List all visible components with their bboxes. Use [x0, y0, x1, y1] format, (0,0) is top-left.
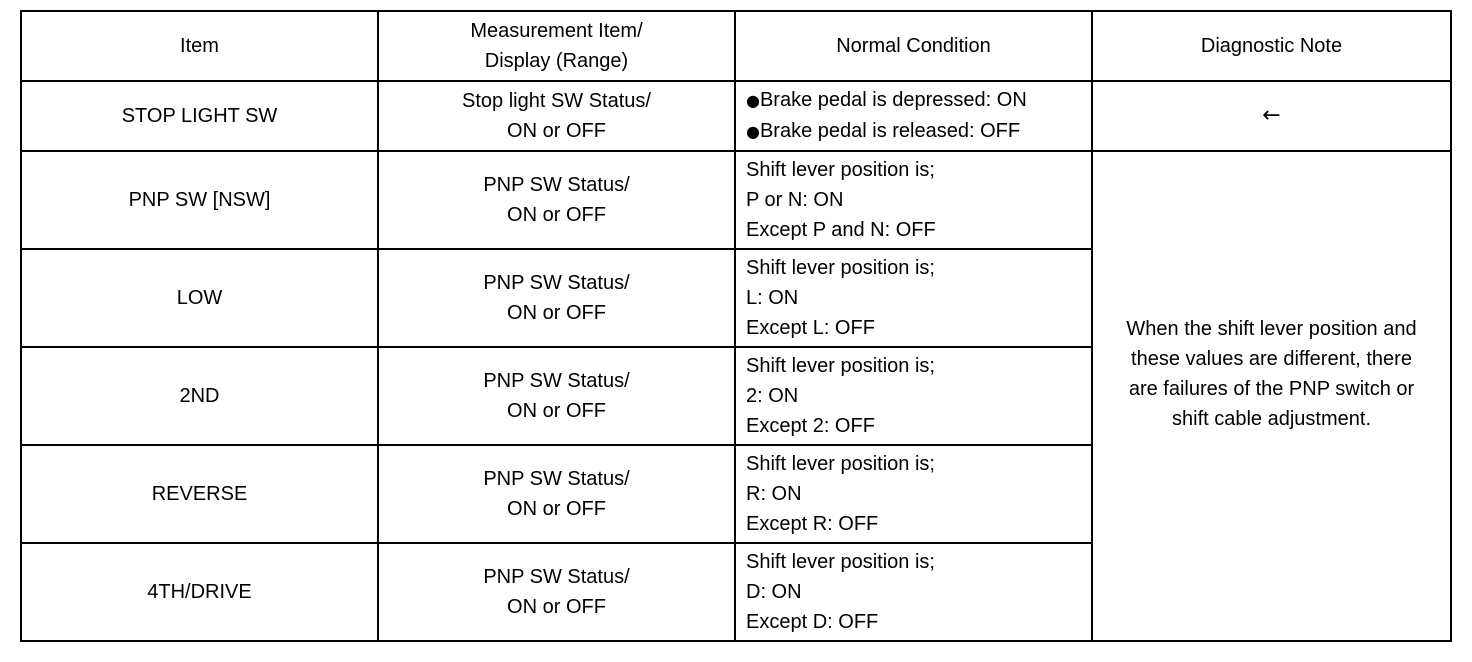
note-line-1: When the shift lever position and	[1126, 318, 1417, 340]
condition-line-3: Except P and N: OFF	[746, 219, 936, 241]
measurement-line-2: ON or OFF	[507, 596, 606, 618]
condition-line-1: Shift lever position is;	[746, 257, 935, 279]
measurement-line-2: ON or OFF	[507, 498, 606, 520]
header-normal-condition-label: Normal Condition	[836, 35, 991, 57]
measurement-cell	[378, 249, 735, 347]
item-name: 2ND	[179, 385, 220, 407]
measurement-line-1: PNP SW Status/	[483, 272, 630, 294]
measurement-line-1: PNP SW Status/	[483, 370, 630, 392]
measurement-line-1: PNP SW Status/	[483, 468, 630, 490]
table-header-row	[21, 11, 1451, 81]
condition-text: Brake pedal is depressed: ON	[759, 89, 1027, 111]
item-name: LOW	[176, 287, 223, 309]
note-line-2: these values are different, there	[1131, 348, 1412, 370]
header-diagnostic-note-label: Diagnostic Note	[1200, 35, 1343, 57]
condition-line-2: 2: ON	[746, 385, 799, 407]
measurement-line-2: ON or OFF	[507, 120, 606, 142]
condition-line-2	[746, 116, 1091, 147]
condition-line-3: Except 2: OFF	[746, 415, 875, 437]
condition-line-1: Shift lever position is;	[746, 551, 935, 573]
item-cell	[21, 543, 378, 641]
condition-line-1: Shift lever position is;	[746, 159, 935, 181]
condition-line-2: P or N: ON	[746, 189, 844, 211]
note-line-3: are failures of the PNP switch or	[1128, 378, 1415, 400]
measurement-cell	[378, 347, 735, 445]
measurement-line-2: ON or OFF	[507, 400, 606, 422]
header-item	[21, 11, 378, 81]
shared-diagnostic-note	[1093, 314, 1450, 434]
item-cell	[21, 249, 378, 347]
header-measurement-line-2: Display (Range)	[484, 50, 629, 72]
measurement-line-1: PNP SW Status/	[483, 566, 630, 588]
measurement-line-2: ON or OFF	[507, 204, 606, 226]
condition-line-3: Except R: OFF	[746, 513, 879, 535]
header-measurement	[378, 11, 735, 81]
item-name: 4TH/DRIVE	[147, 581, 252, 603]
item-cell	[21, 445, 378, 543]
condition-text: Brake pedal is released: OFF	[759, 120, 1021, 142]
measurement-line-1: Stop light SW Status/	[462, 90, 651, 112]
measurement-cell	[378, 81, 735, 151]
bullet-icon: ●	[746, 122, 760, 141]
condition-line-2: L: ON	[746, 287, 799, 309]
note-cell	[1092, 81, 1451, 151]
measurement-line-1: PNP SW Status/	[483, 174, 630, 196]
condition-cell	[735, 543, 1092, 641]
item-cell	[21, 151, 378, 249]
table-row	[21, 151, 1451, 249]
item-name: PNP SW [NSW]	[128, 189, 271, 211]
item-cell	[21, 81, 378, 151]
header-normal-condition	[735, 11, 1092, 81]
condition-line-2: R: ON	[746, 483, 802, 505]
bullet-icon: ●	[746, 91, 760, 110]
condition-line-2: D: ON	[746, 581, 802, 603]
left-arrow-icon: ←	[1262, 103, 1281, 128]
condition-line-1: Shift lever position is;	[746, 453, 935, 475]
measurement-cell	[378, 151, 735, 249]
condition-cell	[735, 445, 1092, 543]
measurement-line-2: ON or OFF	[507, 302, 606, 324]
measurement-cell	[378, 543, 735, 641]
condition-cell	[735, 249, 1092, 347]
condition-cell	[735, 81, 1092, 151]
diagnostic-table	[20, 10, 1452, 642]
condition-cell	[735, 347, 1092, 445]
condition-line-1	[746, 85, 1091, 116]
condition-line-3: Except D: OFF	[746, 611, 879, 633]
item-name: STOP LIGHT SW	[121, 105, 278, 127]
shared-note-cell	[1092, 151, 1451, 641]
measurement-cell	[378, 445, 735, 543]
header-diagnostic-note	[1092, 11, 1451, 81]
table-row	[21, 81, 1451, 151]
note-line-4: shift cable adjustment.	[1172, 408, 1371, 430]
header-measurement-line-1: Measurement Item/	[470, 20, 643, 42]
item-name: REVERSE	[151, 483, 248, 505]
condition-cell	[735, 151, 1092, 249]
item-cell	[21, 347, 378, 445]
condition-line-1: Shift lever position is;	[746, 355, 935, 377]
condition-line-3: Except L: OFF	[746, 317, 875, 339]
header-item-label: Item	[180, 35, 219, 57]
